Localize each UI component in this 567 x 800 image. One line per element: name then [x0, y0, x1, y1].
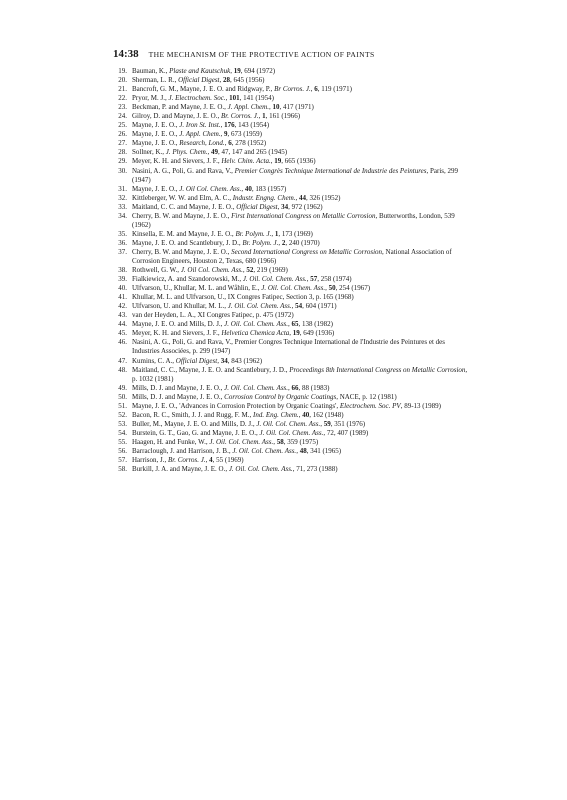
citation-text: Mayne, J. E. O.,	[132, 121, 180, 130]
citation-text: Meyer, K. H. and Sievers, J. F.,	[132, 157, 222, 166]
reference-number: 40.	[118, 284, 127, 293]
reference-text	[127, 94, 473, 103]
volume-number: 59	[323, 419, 331, 428]
citation-text: ,	[217, 356, 221, 365]
journal-title: J. Oil. Col. Chem. Ass.	[242, 275, 307, 284]
journal-title: First International Congress on Metallic Corrosion	[231, 211, 376, 220]
citation-text: , 604 (1971)	[302, 302, 337, 311]
volume-number: 1	[262, 112, 266, 121]
running-header	[113, 44, 473, 62]
volume-number: 54	[295, 302, 303, 311]
reference-number: 52.	[118, 410, 127, 419]
citation-text: , 55 (1969)	[212, 456, 244, 465]
volume-number: 6	[228, 139, 232, 148]
journal-title: J. Oil. Col. Chem. Ass.	[209, 437, 274, 446]
journal-title: Premier Congrès Technique International de Industrie des Peintures	[234, 166, 427, 175]
citation-text: Cherry, B. W. and Mayne, J. E. O.,	[132, 211, 232, 220]
reference-item	[113, 194, 473, 203]
citation-text: Buller, M., Mayne, J. E. O. and Mills, D. J.,	[132, 419, 257, 428]
journal-title: J. Electrochem. Soc.	[168, 94, 226, 103]
journal-title: J. Oil Col. Chem. Ass.	[180, 266, 243, 275]
reference-text	[127, 338, 473, 356]
journal-title: Electrochem. Soc. PV	[339, 401, 401, 410]
citation-text: ,	[325, 284, 329, 293]
reference-text	[127, 239, 473, 248]
volume-number: 40	[244, 184, 252, 193]
volume-number: 101	[229, 94, 240, 103]
volume-number: 19	[292, 329, 300, 338]
volume-number: 34	[281, 202, 289, 211]
reference-text	[127, 293, 473, 302]
reference-text	[127, 420, 473, 429]
citation-text: ,	[310, 85, 315, 94]
citation-text: Mayne, J. E. O., 'Advances in Corrosion Protection by Organic Coatings',	[132, 401, 340, 410]
reference-number: 43.	[118, 311, 127, 320]
reference-number: 49.	[118, 383, 127, 392]
journal-title: J. Iron St. Inst.	[179, 121, 221, 130]
citation-text: ,	[230, 67, 234, 75]
reference-text	[127, 121, 473, 130]
citation-text: Sollner, K.,	[132, 148, 166, 157]
citation-text: Mayne, J. E. O. and Scantlebury, J. D.,	[132, 238, 243, 247]
citation-text: ,	[270, 157, 275, 166]
reference-number: 30.	[118, 166, 127, 175]
reference-number: 58.	[118, 465, 127, 474]
citation-text: , 161 (1966)	[265, 112, 301, 121]
volume-number: 40	[302, 410, 310, 419]
reference-text	[127, 284, 473, 293]
reference-number: 53.	[118, 419, 127, 428]
reference-number: 44.	[118, 320, 127, 329]
reference-item	[113, 357, 473, 366]
reference-number: 27.	[118, 139, 127, 148]
reference-number: 54.	[118, 428, 127, 437]
citation-text: ,	[273, 437, 277, 446]
reference-item	[113, 465, 473, 474]
citation-text: , 72, 407 (1989)	[323, 428, 369, 437]
volume-number: 34	[220, 356, 228, 365]
citation-text: ,	[298, 410, 303, 419]
volume-number: 19	[233, 67, 241, 75]
citation-text: Kittleberger, W. W. and Elm, A. C.,	[132, 193, 233, 202]
reference-text	[127, 366, 473, 384]
reference-number: 50.	[118, 392, 127, 401]
reference-item	[113, 167, 473, 185]
reference-item	[113, 447, 473, 456]
journal-title: Br. Corros. J.	[220, 112, 259, 121]
citation-text: , Butterworths, London, 539 (1962)	[132, 211, 455, 229]
citation-text: , 143 (1954)	[234, 121, 270, 130]
reference-text	[127, 456, 473, 465]
volume-number: 28	[223, 76, 230, 85]
reference-item	[113, 393, 473, 402]
citation-text: Haagen, H. and Funke, W.,	[132, 437, 210, 446]
volume-number: 57	[310, 275, 318, 284]
reference-item	[113, 157, 473, 166]
citation-text: Bauman, K.,	[132, 67, 170, 75]
volume-number: 9	[224, 130, 228, 139]
reference-item	[113, 103, 473, 112]
journal-title: J. Oil. Col. Chem. Ass.	[259, 428, 324, 437]
reference-text	[127, 384, 473, 393]
citation-text: , 240 (1970)	[285, 238, 320, 247]
citation-text: , 972 (1962)	[288, 202, 323, 211]
citation-text: , National Association of Corrosion Engineers, Houston 2, Texas, 680 (1966)	[132, 247, 452, 265]
reference-item	[113, 429, 473, 438]
reference-number: 57.	[118, 456, 127, 465]
citation-text: , 649 (1936)	[299, 329, 335, 338]
citation-text: Ulfvarson, U. and Khullar, M. L.,	[132, 302, 228, 311]
volume-number: 52	[246, 266, 254, 275]
reference-item	[113, 148, 473, 157]
citation-text: ,	[277, 202, 282, 211]
journal-title: J. Oil. Col. Chem. Ass.	[256, 419, 321, 428]
running-title: THE MECHANISM OF THE PROTECTIVE ACTION OF PAINTS	[148, 50, 375, 59]
reference-text	[127, 429, 473, 438]
volume-number: 49	[211, 148, 219, 157]
reference-number: 23.	[118, 103, 127, 112]
citation-text: ,	[306, 275, 311, 284]
citation-text: van der Heyden, L. A., XI Congres Fatipec, p. 475 (1972)	[132, 311, 294, 320]
citation-text: ,	[207, 148, 212, 157]
citation-text: , 278 (1952)	[231, 139, 267, 148]
citation-text: , 89-13 (1989)	[400, 401, 441, 410]
reference-text	[127, 248, 473, 266]
citation-text: Gilroy, D. and Mayne, J. E. O.,	[132, 112, 221, 121]
reference-number: 24.	[118, 112, 127, 121]
citation-text: ,	[225, 94, 230, 103]
reference-text	[127, 266, 473, 275]
journal-title: Br. Polym. J.	[242, 238, 279, 247]
journal-title: J. Oil. Col. Chem. Ass.	[227, 302, 292, 311]
citation-text: ,	[278, 238, 282, 247]
citation-text: Kumins, C. A.,	[132, 356, 176, 365]
citation-text: Maitland, C. C. and Mayne, J. E. O.,	[132, 202, 237, 211]
citation-text: Mayne, J. E. O.,	[132, 139, 180, 148]
citation-text: Mills, D. J. and Mayne, J. E. O.,	[132, 392, 225, 401]
reference-item	[113, 212, 473, 230]
citation-text: , 359 (1975)	[283, 437, 319, 446]
reference-item	[113, 76, 473, 85]
citation-text: ,	[268, 103, 273, 112]
reference-text	[127, 275, 473, 284]
citation-text: Pryor, M. J.,	[132, 94, 169, 103]
citation-text: , 162 (1948)	[309, 410, 344, 419]
citation-text: , 183 (1957)	[251, 184, 287, 193]
reference-item	[113, 112, 473, 121]
citation-text: , 341 (1965)	[306, 446, 342, 455]
reference-text	[127, 167, 473, 185]
reference-text	[127, 130, 473, 139]
citation-text: ,	[289, 329, 293, 338]
citation-text: Mayne, J. E. O.,	[132, 130, 180, 139]
citation-text: , 254 (1967)	[335, 284, 371, 293]
citation-text: , 417 (1971)	[279, 103, 314, 112]
reference-text	[127, 311, 473, 320]
reference-text	[127, 148, 473, 157]
reference-number: 31.	[118, 184, 127, 193]
citation-text: ,	[258, 112, 263, 121]
citation-text: , 173 (1969)	[278, 229, 313, 238]
reference-item	[113, 266, 473, 275]
reference-text	[127, 112, 473, 121]
reference-text	[127, 203, 473, 212]
volume-number: 50	[328, 284, 336, 293]
citation-text: ,	[288, 320, 292, 329]
citation-text: , 326 (1952)	[306, 193, 341, 202]
reference-item	[113, 302, 473, 311]
reference-number: 29.	[118, 157, 127, 166]
journal-title: J. Oil. Col. Chem. Ass.	[224, 320, 289, 329]
reference-number: 38.	[118, 266, 127, 275]
citation-text: Mayne, J. E. O. and Mills, D. J.,	[132, 320, 225, 329]
journal-title: J. Phys. Chem.	[165, 148, 208, 157]
reference-text	[127, 411, 473, 420]
citation-text: ,	[220, 130, 225, 139]
journal-title: Official Digest	[175, 356, 218, 365]
journal-title: Proceedings 8th International Congress on Metallic Corrosion	[289, 365, 466, 374]
reference-number: 48.	[118, 365, 127, 374]
citation-text: ,	[271, 229, 275, 238]
citation-text: Bacon, R. C., Smith, J. J. and Rugg, F. M.,	[132, 410, 253, 419]
reference-number: 28.	[118, 148, 127, 157]
citation-text: Nasini, A. G., Poli, G. and Rava, V., Premier Congres Technique International de l'Industrie des Peintures et des Industries Associées, p. 299 (1947)	[132, 338, 445, 356]
reference-number: 34.	[118, 211, 127, 220]
reference-item	[113, 67, 473, 76]
reference-list	[113, 67, 473, 474]
citation-text: ,	[242, 266, 247, 275]
journal-title: Helv. Chim. Acta.	[221, 157, 271, 166]
reference-number: 32.	[118, 193, 127, 202]
volume-number: 58	[276, 437, 284, 446]
citation-text: Nasini, A. G., Poli, G. and Rava, V.,	[132, 166, 235, 175]
reference-text	[127, 103, 473, 112]
reference-text	[127, 185, 473, 194]
reference-item	[113, 438, 473, 447]
volume-number: 48	[299, 446, 307, 455]
reference-text	[127, 85, 473, 94]
page-number: 14:38	[113, 48, 139, 60]
reference-number: 21.	[118, 85, 127, 94]
reference-item	[113, 121, 473, 130]
journal-title: J. Oil Col. Chem. Ass.	[179, 184, 242, 193]
citation-text: ,	[288, 383, 292, 392]
citation-text: Fialkiewicz, A. and Szandorowski, M.,	[132, 275, 243, 284]
reference-item	[113, 293, 473, 302]
citation-text: , 138 (1982)	[298, 320, 333, 329]
journal-title: Ind. Eng. Chem.	[252, 410, 299, 419]
journal-title: Helvetica Chemica Acta	[221, 329, 290, 338]
citation-text: Meyer, K. H. and Sievers, J. F.,	[132, 329, 222, 338]
reference-text	[127, 465, 473, 474]
journal-title: Official Digest	[178, 76, 220, 85]
citation-text: ,	[224, 139, 229, 148]
citation-text: , 88 (1983)	[298, 383, 330, 392]
reference-number: 20.	[118, 76, 127, 85]
reference-item	[113, 411, 473, 420]
journal-title: J. Appl. Chem.	[227, 103, 269, 112]
reference-item	[113, 94, 473, 103]
reference-item	[113, 85, 473, 94]
citation-text: Sherman, L. R.,	[132, 76, 179, 85]
reference-text	[127, 438, 473, 447]
reference-number: 56.	[118, 446, 127, 455]
citation-text: Mayne, J. E. O.,	[132, 184, 180, 193]
reference-item	[113, 203, 473, 212]
journal-title: Official Digest	[236, 202, 278, 211]
citation-text: , NACE, p. 12 (1981)	[336, 392, 397, 401]
journal-title: J. Oil. Col. Chem. Ass.	[228, 465, 293, 474]
reference-number: 36.	[118, 238, 127, 247]
volume-number: 1	[274, 229, 279, 238]
reference-text	[127, 230, 473, 239]
reference-item	[113, 366, 473, 384]
citation-text: , 71, 273 (1988)	[292, 465, 338, 474]
citation-text: Burkill, J. A. and Mayne, J. E. O.,	[132, 465, 229, 474]
citation-text: , 351 (1976)	[330, 419, 366, 428]
reference-item	[113, 329, 473, 338]
reference-number: 25.	[118, 121, 127, 130]
citation-text: , 673 (1959)	[227, 130, 262, 139]
reference-number: 55.	[118, 437, 127, 446]
citation-text: , 694 (1972)	[240, 67, 276, 75]
journal-title: Br. Corros. J.	[167, 456, 206, 465]
citation-text: Cherry, B. W. and Mayne, J. E. O.,	[132, 247, 232, 256]
reference-item	[113, 185, 473, 194]
citation-text: Bancroft, G. M., Mayne, J. E. O. and Ridgway, P.,	[132, 85, 275, 94]
reference-number: 39.	[118, 275, 127, 284]
reference-text	[127, 393, 473, 402]
citation-text: , 141 (1954)	[239, 94, 274, 103]
reference-number: 26.	[118, 130, 127, 139]
citation-text: Maitland, C. C., Mayne, J. E. O. and Scantlebury, J. D.,	[132, 365, 290, 374]
citation-text: , 645 (1956)	[230, 76, 265, 85]
volume-number: 65	[291, 320, 299, 329]
journal-title: Br. Polym. J.	[235, 229, 272, 238]
reference-text	[127, 76, 473, 85]
reference-number: 42.	[118, 302, 127, 311]
citation-text: Ulfvarson, U., Khullar, M. L. and Wåhlin, E.,	[132, 284, 262, 293]
citation-text: ,	[296, 446, 300, 455]
citation-text: , 665 (1936)	[281, 157, 316, 166]
reference-text	[127, 320, 473, 329]
volume-number: 19	[274, 157, 282, 166]
citation-text: Mills, D. J. and Mayne, J. E. O.,	[132, 383, 225, 392]
journal-title: Br Corros. J.	[274, 85, 311, 94]
reference-text	[127, 329, 473, 338]
citation-text: ,	[295, 193, 300, 202]
reference-item	[113, 275, 473, 284]
reference-item	[113, 239, 473, 248]
citation-text: ,	[291, 302, 296, 311]
journal-title: J. Appl. Chem.	[179, 130, 221, 139]
reference-number: 33.	[118, 202, 127, 211]
volume-number: 6	[314, 85, 318, 94]
reference-text	[127, 67, 473, 76]
citation-text: ,	[220, 121, 225, 130]
citation-text: ,	[205, 456, 210, 465]
volume-number: 10	[272, 103, 280, 112]
reference-number: 46.	[118, 338, 127, 347]
journal-title: Research, Lond.	[179, 139, 225, 148]
reference-text	[127, 157, 473, 166]
citation-text: , p. 1032 (1981)	[132, 365, 468, 383]
journal-title: Plaste and Kautschuk	[169, 67, 231, 75]
reference-item	[113, 248, 473, 266]
reference-item	[113, 402, 473, 411]
reference-item	[113, 456, 473, 465]
citation-text: Khullar, M. L. and Ulfvarson, U., IX Congres Fatipec, Section 3, p. 165 (1968)	[132, 293, 354, 302]
reference-text	[127, 402, 473, 411]
reference-item	[113, 311, 473, 320]
reference-text	[127, 139, 473, 148]
citation-text: Harrison, J.,	[132, 456, 168, 465]
journal-title: Industr. Engng. Chem.	[232, 193, 296, 202]
reference-item	[113, 320, 473, 329]
journal-title: Corrosion Control by Organic Coatings	[224, 392, 337, 401]
journal-title: J. Oil. Col. Chem. Ass.	[224, 383, 289, 392]
citation-text: ,	[219, 76, 223, 85]
citation-text: Rothwell, G. W.,	[132, 266, 181, 275]
reference-text	[127, 447, 473, 456]
reference-item	[113, 420, 473, 429]
reference-item	[113, 284, 473, 293]
citation-text: , 119 (1971)	[317, 85, 352, 94]
journal-title: J. Oil. Col. Chem. Ass.	[232, 446, 297, 455]
citation-text: , 47, 147 and 265 (1945)	[218, 148, 288, 157]
citation-text: ,	[320, 419, 324, 428]
citation-text: Kinsella, E. M. and Mayne, J. E. O.,	[132, 229, 236, 238]
reference-number: 19.	[118, 67, 127, 75]
volume-number: 2	[281, 238, 286, 247]
citation-text: Beckman, P. and Mayne, J. E. O.,	[132, 103, 228, 112]
reference-text	[127, 302, 473, 311]
reference-text	[127, 194, 473, 203]
reference-number: 47.	[118, 356, 127, 365]
reference-number: 37.	[118, 247, 127, 256]
reference-number: 51.	[118, 401, 127, 410]
citation-text: ,	[241, 184, 245, 193]
citation-text: , 258 (1974)	[317, 275, 352, 284]
reference-text	[127, 212, 473, 230]
volume-number: 44	[299, 193, 307, 202]
reference-number: 22.	[118, 94, 127, 103]
reference-item	[113, 338, 473, 356]
reference-item	[113, 230, 473, 239]
journal-title: J. Oil. Col. Chem. Ass.	[261, 284, 326, 293]
citation-text: , 219 (1969)	[253, 266, 288, 275]
volume-number: 176	[224, 121, 235, 130]
volume-number: 4	[209, 456, 213, 465]
journal-title: Second International Congress on Metallic Corrosion	[231, 247, 383, 256]
volume-number: 66	[291, 383, 299, 392]
reference-item	[113, 139, 473, 148]
reference-text	[127, 357, 473, 366]
reference-number: 41.	[118, 293, 127, 302]
reference-item	[113, 384, 473, 393]
citation-text: Burstein, G. T., Gao, G. and Mayne, J. E. O.,	[132, 428, 260, 437]
reference-number: 45.	[118, 329, 127, 338]
reference-number: 35.	[118, 229, 127, 238]
citation-text: , 843 (1962)	[227, 356, 263, 365]
citation-text: , Paris, 299 (1947)	[132, 166, 459, 184]
reference-item	[113, 130, 473, 139]
citation-text: Barraclough, J. and Harrison, J. B.,	[132, 446, 233, 455]
